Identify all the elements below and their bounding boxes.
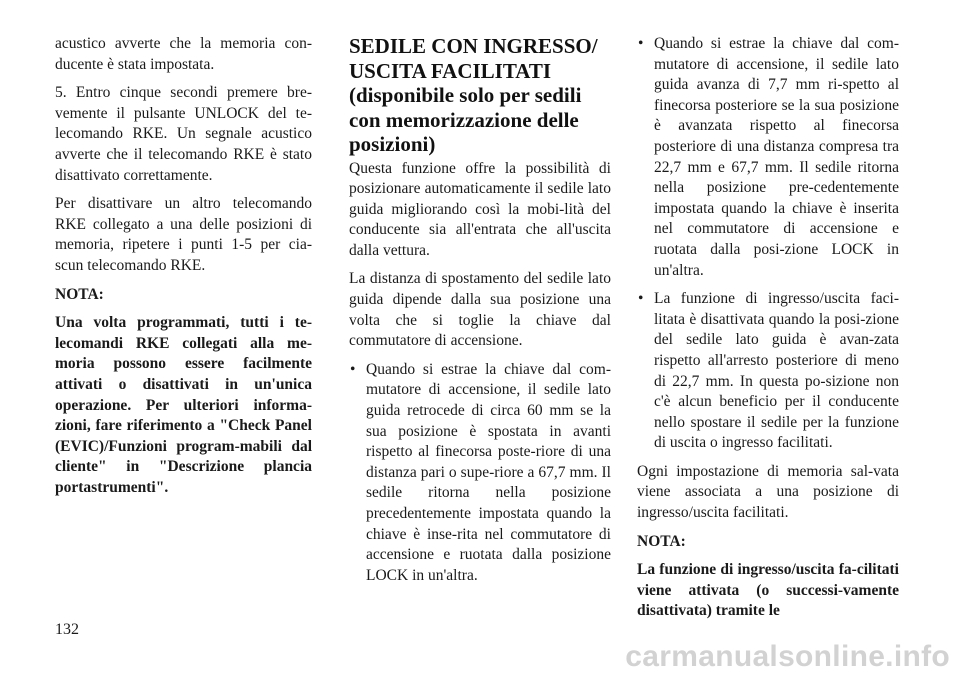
list-item <box>637 289 899 454</box>
bullet-icon: • <box>638 35 644 52</box>
bullet-list <box>637 34 899 454</box>
column-left <box>55 34 312 506</box>
list-item <box>637 34 899 281</box>
watermark: carmanualsonline.info <box>625 640 950 673</box>
column-middle <box>349 34 611 594</box>
note-label: NOTA: <box>637 532 686 550</box>
paragraph: Per disattivare un altro telecomando RKE collegato a una delle posizioni di memoria, ripetere i punti 1-5 per cia-scun telecomando RKE. <box>55 195 312 274</box>
bullet-list <box>349 360 611 587</box>
list-item-text: La funzione di ingresso/uscita faci-litata è disattivata quando la posi-zione del sedile lato guida è avan-zata rispetto all'arresto posteriore di meno di 22,7 mm. In questa po-sizione non c'è alcun beneficio per il conducente nello spostare il sedile per la funzione di uscita o ingresso facilitati. <box>654 290 899 452</box>
note-label: NOTA: <box>55 285 104 303</box>
list-item-text: Quando si estrae la chiave dal com-mutatore di accensione, il sedile lato guida retrocede di circa 60 mm se la sua posizione è spostata in avanti rispetto al finecorsa poste-riore di una distanza pari o supe-riore a 67,7 mm. Il sedile ritorna nella posizione precedentemente impostata quando la chiave è inse-rita nel commutatore di accensione e ruotata dalla posizione LOCK in un'altra. <box>366 360 611 584</box>
paragraph: acustico avverte che la memoria con-ducente è stata impostata. <box>55 35 312 73</box>
list-item <box>349 360 611 587</box>
note-text: Una volta programmati, tutti i te-lecomandi RKE collegati alla me-moria possono essere facilmente attivati o disattivati in un'unica operazione. Per ulteriori informa-zioni, fare riferimento a "Check Panel (EVIC)/Funzioni program-mabili dal cliente" in "Descrizione plancia portastrumenti". <box>55 314 312 496</box>
section-heading: SEDILE CON INGRESSO/ USCITA FACILITATI (disponibile solo per sedili con memorizzazione delle posizioni) <box>349 34 598 156</box>
paragraph: Ogni impostazione di memoria sal-vata viene associata a una posizione di ingresso/uscita facilitati. <box>637 462 899 522</box>
paragraph-step-5: 5. Entro cinque secondi premere bre-vemente il pulsante UNLOCK del te-lecomando RKE. Un segnale acustico avverte che il telecomando RKE è stato disattivato correttamente. <box>55 84 312 184</box>
paragraph: Questa funzione offre la possibilità di posizionare automaticamente il sedile lato guida migliorando così la mobi-lità del conducente sia all'entrata che all'uscita dalla vettura. <box>349 159 611 259</box>
bullet-icon: • <box>638 290 644 308</box>
bullet-icon: • <box>350 360 356 378</box>
page-number: 132 <box>55 621 79 638</box>
list-item-text: Quando si estrae la chiave dal com-mutatore di accensione, il sedile lato guida avanza di 7,7 mm ri-spetto al finecorsa posteriore se la sua posizione è avanzata rispetto al finecorsa posteriore di una distanza compresa tra 22,7 mm e 67,7 mm. Il sedile ritorna nella posizione pre-cedentemente impostata quando la chiave è inserita nel commutatore di accensione e ruotata dalla posi-zione LOCK in un'altra. <box>654 35 899 279</box>
column-right <box>637 34 899 630</box>
paragraph: La distanza di spostamento del sedile lato guida dipende dalla sua posizione una volta che si toglie la chiave dal commutatore di accensione. <box>349 270 611 350</box>
note-text: La funzione di ingresso/uscita fa-cilitati viene attivata (o successi-vamente disattivata) tramite le <box>637 561 899 620</box>
